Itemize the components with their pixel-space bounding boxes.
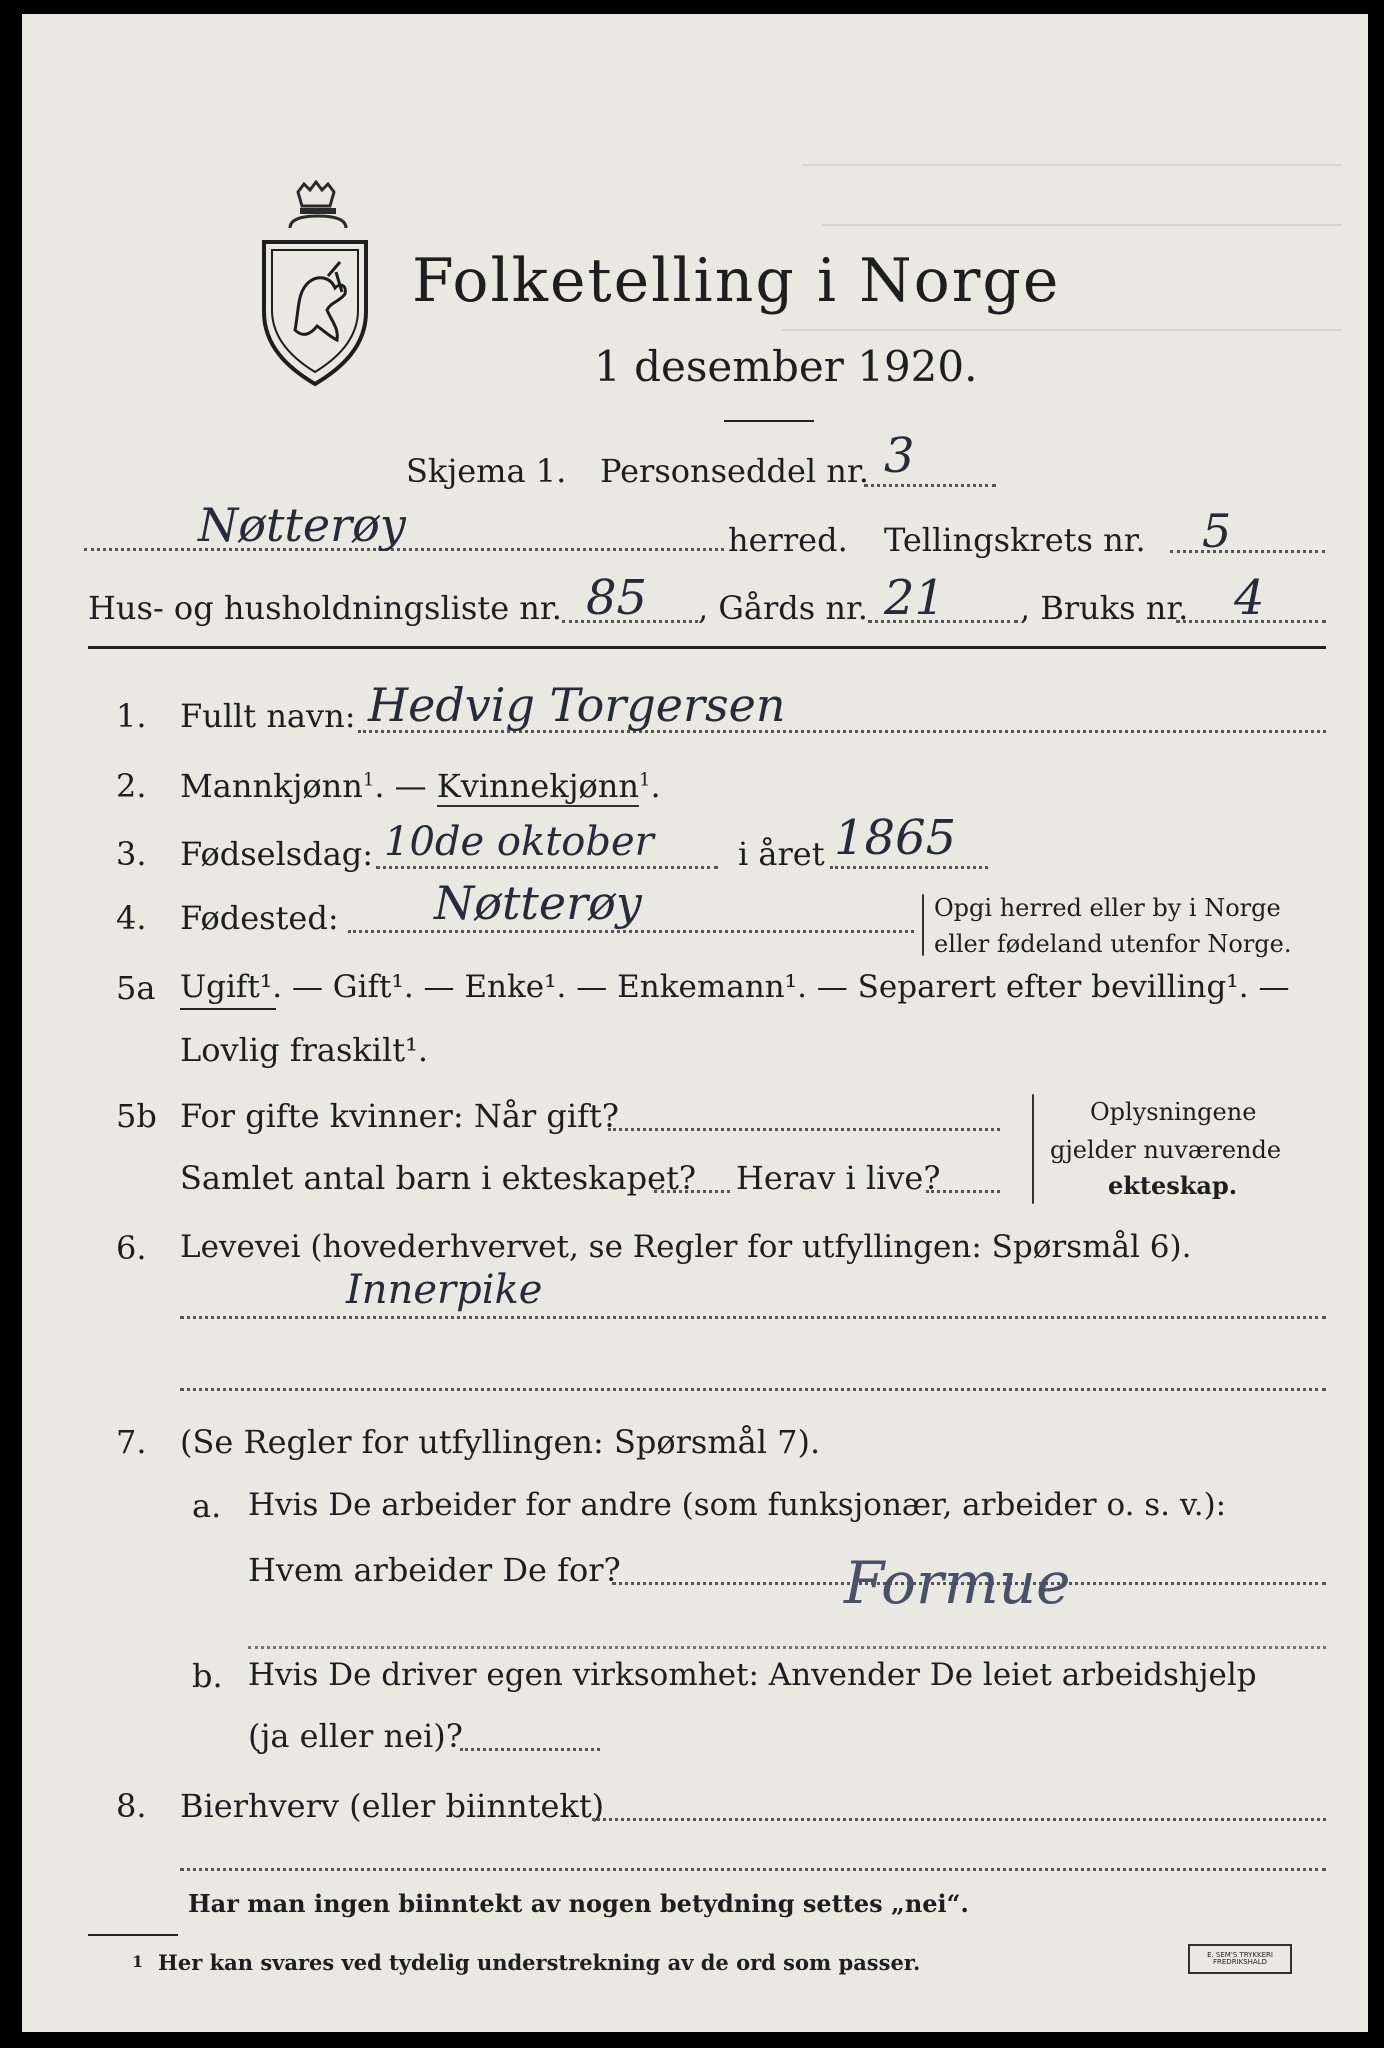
gards-value[interactable]: 21 bbox=[884, 570, 946, 626]
q4-birthplace-value[interactable]: Nøtterøy bbox=[434, 876, 642, 930]
male-option[interactable]: Mannkjønn bbox=[180, 767, 363, 805]
tellingskrets-label: Tellingskrets nr. bbox=[884, 521, 1146, 559]
q5a-number: 5a bbox=[116, 969, 156, 1007]
census-date: 1 desember 1920. bbox=[594, 342, 978, 391]
q2-number: 2. bbox=[116, 767, 147, 805]
q4-number: 4. bbox=[116, 899, 147, 937]
q7b-line1: Hvis De driver egen virksomhet: Anvender De leiet arbeidshjelp bbox=[248, 1657, 1257, 1693]
schema-label: Skjema 1. bbox=[406, 452, 567, 490]
q3-year-label: i året bbox=[738, 835, 825, 873]
q8-number: 8. bbox=[116, 1787, 147, 1825]
q4-label: Fødested: bbox=[180, 899, 339, 937]
personseddel-line bbox=[864, 484, 996, 487]
q5b-label1: For gifte kvinner: Når gift? bbox=[180, 1097, 619, 1135]
q5b-number: 5b bbox=[116, 1097, 157, 1135]
q5b-note-line1: Oplysningene bbox=[1090, 1098, 1257, 1126]
husholdning-label: Hus- og husholdningsliste nr. bbox=[88, 589, 562, 627]
tellingskrets-value[interactable]: 5 bbox=[1202, 504, 1232, 558]
q7b-line bbox=[460, 1748, 600, 1751]
q1-label: Fullt navn: bbox=[180, 697, 356, 735]
q6-occupation-value[interactable]: Innerpike bbox=[346, 1267, 543, 1313]
q5b-note-line2: gjelder nuværende bbox=[1050, 1136, 1282, 1164]
q5b-note-line3: ekteskap. bbox=[1108, 1171, 1238, 1200]
q7-number: 7. bbox=[116, 1423, 147, 1461]
q5b-children-line bbox=[654, 1190, 730, 1193]
printer-stamp bbox=[1188, 1944, 1292, 1974]
q6-line2 bbox=[180, 1388, 1326, 1391]
q7b-line2: (ja eller nei)? bbox=[248, 1717, 463, 1755]
q4-line bbox=[348, 930, 914, 933]
form-title: Folketelling i Norge bbox=[412, 246, 1061, 316]
personseddel-value[interactable]: 3 bbox=[884, 428, 915, 484]
q5b-brace bbox=[1032, 1094, 1034, 1204]
herred-label: herred. bbox=[728, 521, 848, 559]
q5a-status-options[interactable]: Ugift¹. — Gift¹. — Enke¹. — Enkemann¹. — Separert efter bevilling¹. — bbox=[180, 969, 1290, 1005]
section-divider bbox=[88, 646, 1326, 649]
q4-brace bbox=[922, 894, 924, 956]
ugift-underline bbox=[180, 1008, 276, 1010]
bleed-through-line bbox=[782, 329, 1342, 331]
q7a-line1: Hvis De arbeider for andre (som funksjonær, arbeider o. s. v.): bbox=[248, 1487, 1227, 1523]
q5b-label3: Herav i live? bbox=[736, 1159, 941, 1197]
q5b-married-line bbox=[608, 1128, 1000, 1131]
q3-day-line bbox=[376, 866, 718, 869]
footer-note: Har man ingen biinntekt av nogen betydning settes „nei“. bbox=[188, 1889, 969, 1918]
q6-line1 bbox=[180, 1316, 1326, 1319]
q4-note-line2: eller fødeland utenfor Norge. bbox=[934, 930, 1292, 958]
q8-label: Bierhverv (eller biinntekt) bbox=[180, 1787, 605, 1825]
bleed-through-line bbox=[802, 164, 1342, 166]
personseddel-label: Personseddel nr. bbox=[600, 452, 869, 490]
footnote-number: 1 bbox=[132, 1952, 144, 1971]
census-form-page bbox=[22, 14, 1368, 2032]
q1-number: 1. bbox=[116, 697, 147, 735]
q3-year-line bbox=[830, 866, 988, 869]
q4-note-line1: Opgi herred eller by i Norge bbox=[934, 894, 1281, 922]
q3-label: Fødselsdag: bbox=[180, 835, 374, 873]
herred-value[interactable]: Nøtterøy bbox=[198, 498, 406, 552]
husholdning-value[interactable]: 85 bbox=[586, 570, 648, 626]
q6-label: Levevei (hovederhvervet, se Regler for utfyllingen: Spørsmål 6). bbox=[180, 1229, 1192, 1265]
printer-stamp-text: E. SEM'S TRYKKERI FREDRIKSHALD bbox=[1207, 1951, 1273, 1966]
bleed-through-line bbox=[822, 224, 1342, 226]
female-option[interactable]: Kvinnekjønn bbox=[436, 767, 639, 805]
bruks-value[interactable]: 4 bbox=[1234, 570, 1265, 626]
q8-line1 bbox=[592, 1818, 1326, 1821]
q2-options: Mannkjønn$^1$. — Kvinnekjønn$^1$. bbox=[180, 767, 661, 805]
q3-birthday-value[interactable]: 10de oktober bbox=[384, 819, 654, 865]
gards-label: , Gårds nr. bbox=[698, 589, 868, 627]
q1-full-name-value[interactable]: Hedvig Torgersen bbox=[368, 678, 786, 732]
q7a-employer-value[interactable]: Formue bbox=[844, 1549, 1071, 1617]
q6-number: 6. bbox=[116, 1229, 147, 1267]
title-divider bbox=[724, 420, 814, 422]
footnote-text: Her kan svares ved tydelig understrekning av de ord som passer. bbox=[158, 1950, 921, 1975]
footnote-divider bbox=[88, 1934, 178, 1936]
q7a-line-extra bbox=[248, 1646, 1326, 1649]
q7-label: (Se Regler for utfyllingen: Spørsmål 7). bbox=[180, 1423, 821, 1461]
q3-number: 3. bbox=[116, 835, 147, 873]
q5b-label2: Samlet antal barn i ekteskapet? bbox=[180, 1159, 697, 1197]
q5a-status-line2[interactable]: Lovlig fraskilt¹. bbox=[180, 1031, 429, 1069]
norwegian-coat-of-arms-icon bbox=[250, 180, 380, 390]
q7a-number: a. bbox=[192, 1487, 222, 1525]
q3-birth-year-value[interactable]: 1865 bbox=[834, 810, 957, 866]
bruks-label: , Bruks nr. bbox=[1020, 589, 1189, 627]
q7b-number: b. bbox=[192, 1657, 223, 1695]
q7a-line2: Hvem arbeider De for? bbox=[248, 1551, 621, 1589]
q5b-alive-line bbox=[926, 1190, 1000, 1193]
tellingskrets-line bbox=[1170, 550, 1325, 553]
q8-line2 bbox=[180, 1868, 1326, 1871]
